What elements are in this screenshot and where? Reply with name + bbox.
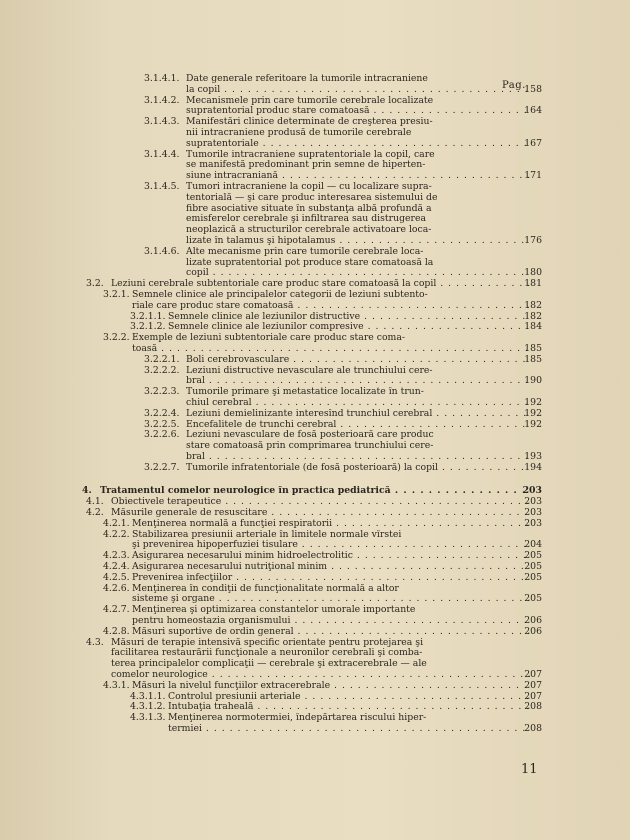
toc-entry-title-line: Tumori intracraniene la copil — cu localizare supra- xyxy=(186,181,432,192)
toc-entry-title-line: chiul cerebral . . . xyxy=(186,398,530,409)
toc-entry-title-line: siune intracraniană . . . xyxy=(186,171,530,182)
toc-entry-title-line: Semnele clinice ale leziunilor distructive . . . xyxy=(168,312,530,323)
toc-entry-number: 4.2.1. xyxy=(103,517,130,529)
toc-entry-page: 192 xyxy=(524,396,542,408)
toc-entry xyxy=(0,387,630,409)
toc-entry-title-line: copil . . . xyxy=(186,268,530,279)
toc-entry-title-line: se manifestă predominant prin semne de hiperten- xyxy=(186,160,426,171)
toc-entry-page: 192 xyxy=(524,418,542,430)
toc-entry-title-line: riale care produc stare comatoasă . . . xyxy=(132,301,530,312)
toc-entry-number: 4.2.8. xyxy=(103,625,130,637)
toc-entry-page: 184 xyxy=(524,321,542,333)
toc-entry-page: 203 xyxy=(524,507,542,519)
toc-entry-page: 203 xyxy=(524,496,542,508)
toc-entry-title-line: Obiectivele terapeutice . . . xyxy=(111,497,530,508)
toc-entry-title-line: Manifestări clinice determinate de creşterea presiu- xyxy=(186,117,433,128)
toc-entry xyxy=(0,530,630,552)
toc-entry-title-line: şi prevenirea hipoperfuziei tisulare . . . xyxy=(132,540,530,551)
toc-entry-title-line: toasă . . . xyxy=(132,344,530,355)
toc-entry xyxy=(0,247,630,279)
toc-entry-title-line: Alte mecanisme prin care tumorile cerebrale loca- xyxy=(186,246,424,257)
toc-entry-title-line: Prevenirea infecţiilor . . . xyxy=(132,573,530,584)
toc-entry-title-line: supratentorial produc stare comatoasă . . . xyxy=(186,106,530,117)
toc-entry-number: 4.2.7. xyxy=(103,604,130,616)
toc-entry-title-line: lizate supratentorial pot produce stare comatoasă la xyxy=(186,257,434,268)
toc-entry-page: 208 xyxy=(524,701,542,713)
toc-entry-number: 4.3.1. xyxy=(103,679,130,691)
toc-entry-page: 182 xyxy=(524,299,542,311)
toc-entry-title-line: Controlul presiunii arteriale . . . xyxy=(168,692,530,703)
toc-entry-number: 3.2.2.4. xyxy=(144,407,180,419)
toc-entry-number: 4.3.1.1. xyxy=(130,690,166,702)
toc-entry-title-line: Stabilizarea presiunii arteriale în limitele normale vîrstei xyxy=(132,529,402,540)
toc-entry-number: 3.1.4.3. xyxy=(144,116,180,128)
toc-entry-title-line: fibre asociative situate în substanţa albă profundă a xyxy=(186,203,432,214)
toc-entry-title-line: Semnele clinice ale principalelor categorii de leziuni subtento- xyxy=(132,289,428,300)
toc-entry-title-line: Asigurarea necesarului nutriţional minim . . . xyxy=(132,562,530,573)
toc-entry-page: 167 xyxy=(524,137,542,149)
toc-entry-number: 3.1.4.6. xyxy=(144,245,180,257)
toc-entry-page: 204 xyxy=(524,539,542,551)
toc-entry xyxy=(0,702,630,713)
toc-entry-number: 4.3.1.2. xyxy=(130,701,166,713)
toc-entry-number: 3.1.4.2. xyxy=(144,94,180,106)
toc-entry-title-line: Măsuri suportive de ordin general . . . xyxy=(132,627,530,638)
toc-entry-page: 180 xyxy=(524,267,542,279)
toc-entry-number: 3.1.4.5. xyxy=(144,180,180,192)
toc-entry-page: 185 xyxy=(524,342,542,354)
toc-entry-title-line: Encefalitele de trunchi cerebral . . . xyxy=(186,420,530,431)
toc-entry-number: 3.2.1.2. xyxy=(130,321,166,333)
toc-entry-title-line: sisteme şi organe . . . xyxy=(132,594,530,605)
toc-entry-title-line: pentru homeostazia organismului . . . xyxy=(132,616,530,627)
toc-entry-title-line: Măsuri de terapie intensivă specific orientate pentru protejarea şi xyxy=(111,637,424,648)
toc-entry-title-line: termiei . . . xyxy=(168,724,530,735)
toc-entry-number: 3.2.2. xyxy=(103,332,130,344)
toc-entry xyxy=(0,150,630,182)
toc-entry-title-line: Exemple de leziuni subtentoriale care produc stare coma- xyxy=(132,333,406,344)
toc-entry-title-line: Leziuni cerebrale subtentoriale care produc stare comatoasă la copil . . . xyxy=(111,279,530,290)
toc-entry-number: 4.2.4. xyxy=(103,561,130,573)
toc-entry-number: 3.2.2.3. xyxy=(144,386,180,398)
toc-entry-page: 207 xyxy=(524,679,542,691)
toc-entry-title-line: Leziuni nevasculare de fosă posterioară care produc xyxy=(186,430,434,441)
toc-entry-number: 3.2.2.1. xyxy=(144,353,180,365)
toc-entry-title-line: Tumorile primare şi metastatice localizate în trun- xyxy=(186,387,424,398)
toc-entry-number: 3.2.2.2. xyxy=(144,364,180,376)
toc-entry xyxy=(0,366,630,388)
toc-entry xyxy=(0,96,630,118)
toc-entry-title-line: lizate în talamus şi hipotalamus . . . xyxy=(186,236,530,247)
toc-entry xyxy=(0,182,630,247)
toc-entry-title-line: Tratamentul comelor neurologice în practica pediatrică . . . xyxy=(100,486,530,497)
toc-entry-title-line: Menţinerea în condiţii de funcţionalitate normală a altor xyxy=(132,583,399,594)
toc-entry-page: 164 xyxy=(524,105,542,117)
toc-entry xyxy=(0,322,630,333)
toc-entry xyxy=(0,279,630,290)
toc-entry-number: 3.2. xyxy=(86,278,104,290)
toc-entry-title-line: Date generale referitoare la tumorile intracraniene xyxy=(186,74,428,84)
toc-entry xyxy=(0,420,630,431)
toc-entry-page: 205 xyxy=(524,593,542,605)
toc-entry xyxy=(0,713,630,735)
toc-entry-page: 176 xyxy=(524,234,542,246)
toc-entry xyxy=(0,681,630,692)
toc-entry-number: 3.2.2.7. xyxy=(144,461,180,473)
toc-entry-title-line: Tumorile infratentoriale (de fosă posterioară) la copil . . . xyxy=(186,463,530,474)
toc-entry-title-line: Tumorile intracraniene supratentoriale la copil, care xyxy=(186,149,435,160)
page-column-header: Pag. xyxy=(502,80,526,91)
toc-entry-title-line: bral . . . xyxy=(186,452,530,463)
toc-entry-title-line: Măsurile generale de resuscitare . . . xyxy=(111,508,530,519)
toc-entry xyxy=(0,519,630,530)
toc-entry-page: 207 xyxy=(524,669,542,681)
toc-entry-number: 4.3. xyxy=(86,636,104,648)
toc-entry-page: 185 xyxy=(524,353,542,365)
toc-entry-title-line: Măsuri la nivelul funcţiilor extracerebrale . . . xyxy=(132,681,530,692)
toc-entry-number: 4.2.6. xyxy=(103,582,130,594)
toc-entry-title-line: tentorială — şi care produc interesarea sistemului de xyxy=(186,192,438,203)
toc-entry-page: 192 xyxy=(524,407,542,419)
toc-entry-title-line: terea principalelor complicaţii — cerebrale şi extracerebrale — ale xyxy=(111,659,427,670)
toc-entry-page: 203 xyxy=(524,517,542,529)
toc-entry-title-line: comelor neurologice . . . xyxy=(111,670,530,681)
page-number: 11 xyxy=(521,762,538,777)
toc-entry-page: 205 xyxy=(524,571,542,583)
toc-entry-number: 3.1.4.4. xyxy=(144,148,180,160)
toc-entry xyxy=(0,117,630,149)
toc-entry-title-line: Asigurarea necesarului minim hidroelectrolitic . . . xyxy=(132,551,530,562)
toc-entry-title-line: Leziuni distructive nevasculare ale trunchiului cere- xyxy=(186,365,433,376)
toc-entry-page: 206 xyxy=(524,615,542,627)
toc-entry-number: 4.3.1.3. xyxy=(130,712,166,724)
toc-entry-page: 181 xyxy=(524,278,542,290)
toc-entry xyxy=(0,74,630,96)
toc-entry-number: 3.2.2.6. xyxy=(144,429,180,441)
toc-entry xyxy=(0,409,630,420)
toc-entry-page: 206 xyxy=(524,625,542,637)
toc-entry-number: 4.1. xyxy=(86,496,104,508)
toc-entry-title-line: facilitarea restaurării funcţionale a neuronilor cerebrali şi comba- xyxy=(111,648,423,659)
toc-entry-number: 3.2.2.5. xyxy=(144,418,180,430)
toc-entry-number: 4.2.2. xyxy=(103,528,130,540)
table-of-contents xyxy=(0,74,630,735)
toc-entry-title-line: bral . . . xyxy=(186,376,530,387)
toc-entry xyxy=(0,430,630,462)
toc-entry-page: 194 xyxy=(524,461,542,473)
toc-entry-number: 4.2.3. xyxy=(103,550,130,562)
toc-entry-title-line: Leziuni demielinizante interesînd trunchiul cerebral . . . xyxy=(186,409,530,420)
toc-entry-number: 4.2.5. xyxy=(103,571,130,583)
toc-entry xyxy=(0,355,630,366)
toc-entry-title-line: Semnele clinice ale leziunilor compresive . . . xyxy=(168,322,530,333)
toc-entry-page: 208 xyxy=(524,723,542,735)
toc-entry xyxy=(0,605,630,627)
toc-entry-title-line: neoplazică a structurilor cerebrale activatoare loca- xyxy=(186,225,432,236)
toc-entry-page: 205 xyxy=(524,550,542,562)
toc-entry xyxy=(0,638,630,681)
toc-entry-page: 171 xyxy=(524,170,542,182)
toc-entry-number: 3.1.4.1. xyxy=(144,73,180,84)
toc-entry-number: 3.2.1. xyxy=(103,288,130,300)
toc-entry-title-line: Menţinerea normotermiei, îndepărtarea riscului hiper- xyxy=(168,713,427,724)
toc-entry-page: 182 xyxy=(524,310,542,322)
toc-entry-page: 158 xyxy=(524,83,542,95)
toc-entry-title-line: emisferelor cerebrale şi infiltrarea sau distrugerea xyxy=(186,214,427,225)
toc-entry-number: 4.2. xyxy=(86,507,104,519)
toc-entry-page: 207 xyxy=(524,690,542,702)
toc-entry-title-line: Menţinerea şi optimizarea constantelor umorale importante xyxy=(132,605,416,616)
toc-entry xyxy=(0,290,630,312)
toc-entry-number: 3.2.1.1. xyxy=(130,310,166,322)
toc-entry-title-line: Menţinerea normală a funcţiei respiratorii . . . xyxy=(132,519,530,530)
toc-entry-page: 190 xyxy=(524,375,542,387)
toc-entry-number: 4. xyxy=(82,485,92,497)
toc-entry xyxy=(0,463,630,474)
toc-entry xyxy=(0,573,630,584)
toc-entry-title-line: nii intracraniene produsă de tumorile cerebrale xyxy=(186,127,412,138)
toc-entry xyxy=(0,333,630,355)
toc-entry-title-line: Mecanismele prin care tumorile cerebrale localizate xyxy=(186,95,434,106)
toc-entry-page: 203 xyxy=(522,485,542,497)
toc-entry-title-line: Intubaţia traheală . . . xyxy=(168,702,530,713)
toc-entry-title-line: la copil . . . xyxy=(186,85,530,96)
toc-entry-page: 205 xyxy=(524,561,542,573)
toc-entry-title-line: Boli cerebrovasculare . . . xyxy=(186,355,530,366)
toc-entry-page: 193 xyxy=(524,450,542,462)
toc-entry-title-line: stare comatoasă prin comprimarea trunchiului cere- xyxy=(186,441,434,452)
toc-entry xyxy=(0,584,630,606)
toc-entry-title-line: supratentoriale . . . xyxy=(186,139,530,150)
